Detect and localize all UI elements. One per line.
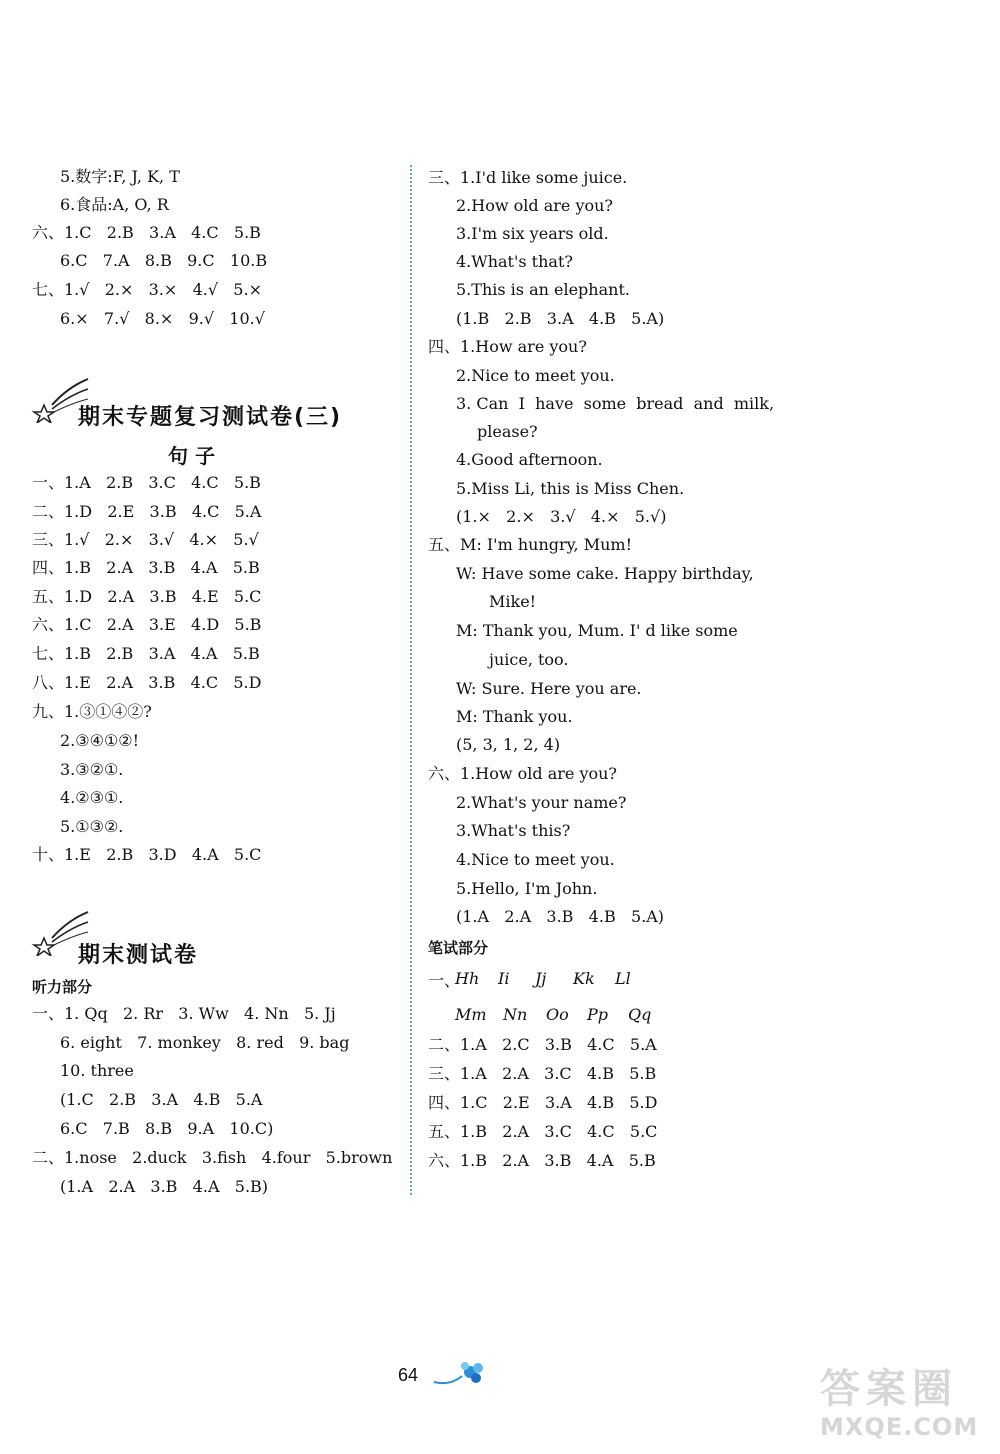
answer-line: M: Thank you. (456, 707, 573, 726)
answer-line: (1.× 2.× 3.√ 4.× 5.√) (456, 507, 667, 526)
handwritten-letters: Jj (535, 969, 547, 988)
answer-line: 3. Can I have some bread and milk, (456, 394, 775, 413)
watermark-text: 答案圈 (820, 1366, 958, 1412)
answer-line: 一、1.A 2.B 3.C 4.C 5.B (32, 473, 261, 492)
answer-line: 4.Nice to meet you. (456, 850, 615, 869)
answer-line: 5.This is an elephant. (456, 280, 630, 299)
watermark (820, 1365, 978, 1441)
answer-line: 5.Hello, I'm John. (456, 879, 598, 898)
answer-line: M: Thank you, Mum. I' d like some (456, 621, 738, 640)
column-divider (410, 165, 412, 1195)
answer-line: 5.数字:F, J, K, T (60, 167, 180, 186)
answer-line: W: Sure. Here you are. (456, 679, 642, 698)
answer-line: please? (477, 422, 538, 441)
section-title: 期末专题复习测试卷(三) (78, 405, 343, 430)
answer-line: 六、1.C 2.A 3.E 4.D 5.B (32, 615, 262, 634)
answer-line: 六、1.C 2.B 3.A 4.C 5.B (32, 223, 261, 242)
handwritten-letters: Hh (455, 969, 480, 988)
answer-line: 三、1.I'd like some juice. (428, 168, 628, 187)
answer-line: 十、1.E 2.B 3.D 4.A 5.C (32, 845, 262, 864)
answer-line: 八、1.E 2.A 3.B 4.C 5.D (32, 673, 262, 692)
answer-line: 五、1.B 2.A 3.C 4.C 5.C (428, 1122, 658, 1141)
answer-line: 2.What's your name? (456, 793, 627, 812)
answer-line: (1.B 2.B 3.A 4.B 5.A) (456, 309, 665, 328)
answer-line: 一、1. Qq 2. Rr 3. Ww 4. Nn 5. Jj (32, 1004, 336, 1023)
answer-line: 6.C 7.B 8.B 9.A 10.C) (60, 1119, 274, 1138)
answer-line: (1.A 2.A 3.B 4.B 5.A) (456, 907, 665, 926)
answer-line: 3.What's this? (456, 821, 571, 840)
answer-line: 三、1.A 2.A 3.C 4.B 5.B (428, 1064, 657, 1083)
answer-line: juice, too. (489, 650, 569, 669)
handwritten-letters: Kk (573, 969, 595, 988)
answer-line: 二、1.D 2.E 3.B 4.C 5.A (32, 502, 262, 521)
answer-line: 2.③④①②! (60, 731, 140, 750)
handwritten-letters: Ll (615, 969, 631, 988)
page-number: 64 (398, 1365, 419, 1385)
letters-prefix: 一、 (428, 971, 461, 990)
answer-line: 2.How old are you? (456, 196, 614, 215)
answer-line: (1.C 2.B 3.A 4.B 5.A (60, 1090, 263, 1109)
answer-line: 3.I'm six years old. (456, 224, 609, 243)
handwritten-letters: Ii (498, 969, 510, 988)
answer-line: 四、1.B 2.A 3.B 4.A 5.B (32, 558, 260, 577)
answer-line: 五、M: I'm hungry, Mum! (428, 535, 633, 554)
answer-line: 四、1.How are you? (428, 337, 587, 356)
answer-line: 6.食品:A, O, R (60, 195, 169, 214)
answer-line: 七、1.√ 2.× 3.× 4.√ 5.× (32, 280, 262, 299)
answer-line: 2.Nice to meet you. (456, 366, 615, 385)
answer-line: 6.C 7.A 8.B 9.C 10.B (60, 251, 268, 270)
answer-line: 5.Miss Li, this is Miss Chen. (456, 479, 685, 498)
answer-line: 4.What's that? (456, 252, 573, 271)
final-test-title: 期末测试卷 (78, 943, 199, 968)
answer-line: 6.× 7.√ 8.× 9.√ 10.√ (60, 309, 265, 328)
section-subtitle: 句 子 (168, 444, 215, 468)
answer-line: 6. eight 7. monkey 8. red 9. bag (60, 1033, 350, 1052)
answer-line: W: Have some cake. Happy birthday, (456, 564, 754, 583)
answer-line: (1.A 2.A 3.B 4.A 5.B) (60, 1177, 269, 1196)
handwritten-letters: Oo (546, 1005, 569, 1024)
answer-line: 七、1.B 2.B 3.A 4.A 5.B (32, 644, 260, 663)
answer-line: 四、1.C 2.E 3.A 4.B 5.D (428, 1093, 658, 1112)
answer-line: (5, 3, 1, 2, 4) (456, 735, 561, 754)
handwritten-letters: Qq (628, 1005, 652, 1024)
answer-line: 六、1.B 2.A 3.B 4.A 5.B (428, 1151, 656, 1170)
answer-line: Mike! (489, 592, 537, 611)
answer-line: 三、1.√ 2.× 3.√ 4.× 5.√ (32, 530, 259, 549)
answer-line: 六、1.How old are you? (428, 764, 618, 783)
watermark-url: MXQE.COM (820, 1413, 979, 1441)
answer-line: 九、1.③①④②? (32, 702, 152, 721)
answer-line: 3.③②①. (60, 760, 124, 779)
written-label: 笔试部分 (428, 939, 489, 957)
handwritten-letters: Nn (503, 1005, 528, 1024)
answer-line: 4.Good afternoon. (456, 450, 603, 469)
answer-line: 二、1.A 2.C 3.B 4.C 5.A (428, 1035, 657, 1054)
handwritten-letters: Pp (587, 1005, 609, 1024)
listening-label: 听力部分 (32, 978, 93, 996)
answer-line: 二、1.nose 2.duck 3.fish 4.four 5.brown (32, 1148, 393, 1167)
answer-line: 5.①③②. (60, 817, 124, 836)
answer-line: 10. three (60, 1061, 134, 1080)
flower-icon (432, 1360, 488, 1388)
answer-line: 五、1.D 2.A 3.B 4.E 5.C (32, 587, 262, 606)
answer-line: 4.②③①. (60, 788, 124, 807)
handwritten-letters: Mm (455, 1005, 487, 1024)
